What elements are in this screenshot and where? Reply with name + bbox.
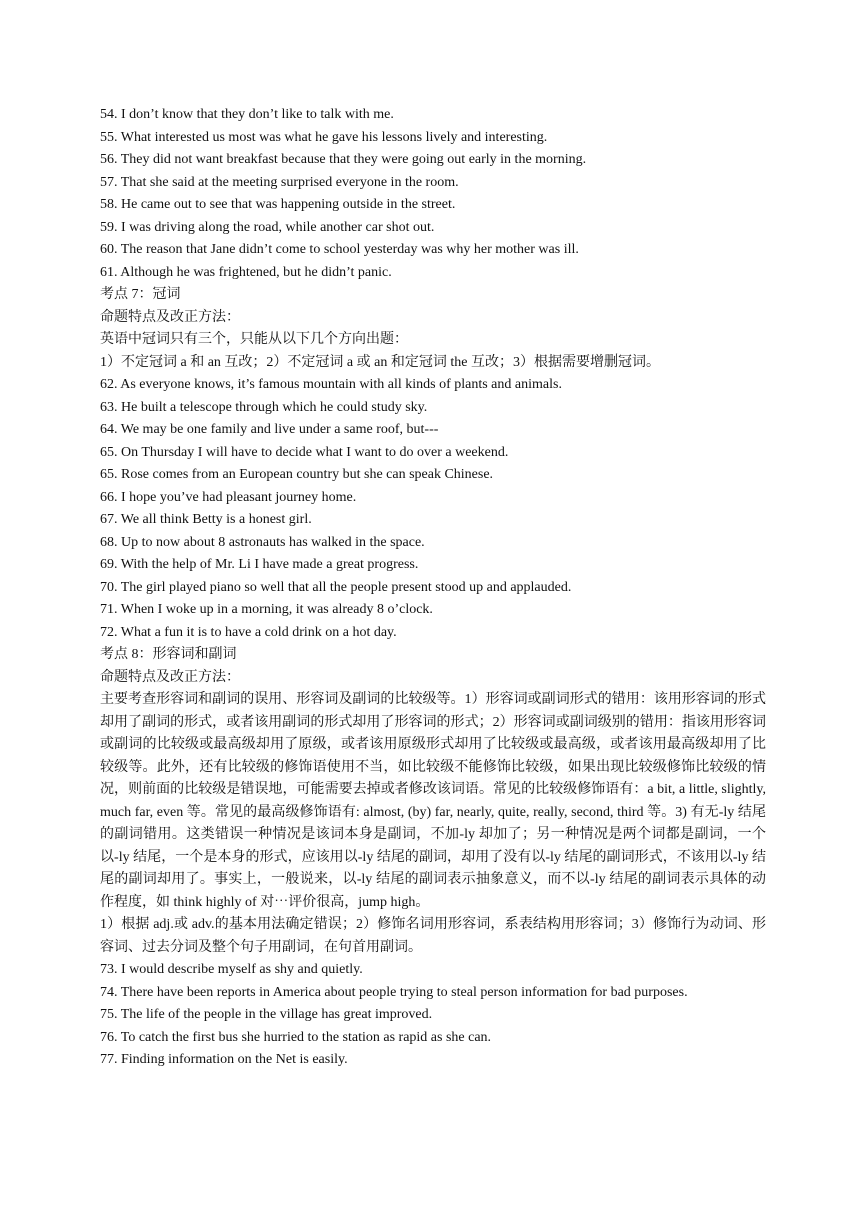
exercise-item: 73. I would describe myself as shy and quietly. bbox=[100, 962, 363, 977]
section-rules: 1）根据 adj.或 adv.的基本用法确定错误；2）修饰名词用形容词，系表结构用形容词；3）修饰行为动词、形容词、过去分词及整个句子用副词，在句首用副词。 bbox=[100, 917, 766, 955]
exercise-list-2 bbox=[100, 374, 766, 644]
section-subheading: 命题特点及改正方法： bbox=[100, 669, 240, 685]
exercise-item: 71. When I woke up in a morning, it was already 8 o’clock. bbox=[100, 602, 433, 617]
exercise-item: 56. They did not want breakfast because that they were going out early in the morning. bbox=[100, 152, 587, 167]
exercise-item: 77. Finding information on the Net is easily. bbox=[100, 1052, 348, 1067]
exercise-item: 61. Although he was frightened, but he didn’t panic. bbox=[100, 264, 392, 280]
exercise-item: 64. We may be one family and live under a same roof, but--- bbox=[100, 422, 439, 437]
exercise-item: 76. To catch the first bus she hurried to the station as rapid as she can. bbox=[100, 1029, 492, 1045]
exercise-item: 55. What interested us most was what he gave his lessons lively and interesting. bbox=[100, 129, 548, 145]
exercise-item: 75. The life of the people in the village has great improved. bbox=[100, 1007, 433, 1022]
section-heading: 考点 8：形容词和副词 bbox=[100, 647, 237, 662]
exercise-item: 69. With the help of Mr. Li I have made a great progress. bbox=[100, 557, 419, 572]
exercise-item: 66. I hope you’ve had pleasant journey home. bbox=[100, 489, 357, 505]
section-paragraph: 主要考查形容词和副词的误用、形容词及副词的比较级等。1）形容词或副词形式的错用：该用形容词的形式却用了副词的形式，或者该用副词的形式却用了形容词的形式；2）形容词或副词级别的错用：指该用形容词或副词的比较级或最高级却用了原级，或者该用原级形式却用了比较级或最高级，或者该用最高级却用了比较级等。此外，还有比较级的修饰语使用不当，如比较级不能修饰比较级，如果出现比较级修饰比较级的情况，则前面的比较级是错误地，可能需要去掉或者修改该词语。常见的比较级修饰语有：a bit, a little, slightly, much far, even 等。常见的最高级修饰语有: almost, (by) far, nearly, quite, really, second, third 等。3) 有无-ly 结尾的副词错用。这类错误一种情况是该词本身是副词，不加-ly 却加了；另一种情况是两个词都是副词，一个以-ly 结尾，一个是本身的形式，应该用以-ly 结尾的副词，却用了没有以-ly 结尾的副词形式，不该用以-ly 结尾的副词却用了。事实上，一般说来，以-ly 结尾的副词表示抽象意义，而不以-ly 结尾的副词表示具体的动作程度，如 think highly of 对⋯评价很高，jump high。 bbox=[100, 692, 766, 910]
exercise-item: 74. There have been reports in America about people trying to steal person information for bad purposes. bbox=[100, 984, 688, 1000]
exercise-list-1 bbox=[100, 104, 766, 284]
exercise-item: 67. We all think Betty is a honest girl. bbox=[100, 512, 312, 527]
exercise-item: 58. He came out to see that was happening outside in the street. bbox=[100, 197, 456, 212]
exercise-item: 60. The reason that Jane didn’t come to school yesterday was why her mother was ill. bbox=[100, 242, 579, 257]
exercise-item: 68. Up to now about 8 astronauts has walked in the space. bbox=[100, 534, 425, 550]
document-page bbox=[100, 104, 766, 1072]
section-subheading: 命题特点及改正方法： bbox=[100, 309, 240, 325]
exercise-item: 63. He built a telescope through which he could study sky. bbox=[100, 399, 428, 415]
exercise-item: 59. I was driving along the road, while another car shot out. bbox=[100, 219, 435, 235]
exercise-item: 57. That she said at the meeting surprised everyone in the room. bbox=[100, 174, 459, 190]
exercise-item: 72. What a fun it is to have a cold drink on a hot day. bbox=[100, 624, 397, 640]
exercise-item: 65. Rose comes from an European country but she can speak Chinese. bbox=[100, 467, 494, 482]
exercise-item: 70. The girl played piano so well that all the people present stood up and applauded. bbox=[100, 579, 572, 595]
section-rules: 1）不定冠词 a 和 an 互改；2）不定冠词 a 或 an 和定冠词 the 互改；3）根据需要增删冠词。 bbox=[100, 354, 660, 370]
exercise-item: 62. As everyone knows, it’s famous mountain with all kinds of plants and animals. bbox=[100, 377, 562, 392]
exercise-item: 54. I don’t know that they don’t like to talk with me. bbox=[100, 107, 394, 122]
exercise-item: 65. On Thursday I will have to decide what I want to do over a weekend. bbox=[100, 444, 509, 460]
section-heading: 考点 7：冠词 bbox=[100, 287, 181, 302]
section-articles bbox=[100, 284, 766, 644]
exercise-list-3 bbox=[100, 959, 766, 1072]
section-adjectives-adverbs bbox=[100, 644, 766, 1072]
section-intro: 英语中冠词只有三个，只能从以下几个方向出题： bbox=[100, 332, 408, 347]
